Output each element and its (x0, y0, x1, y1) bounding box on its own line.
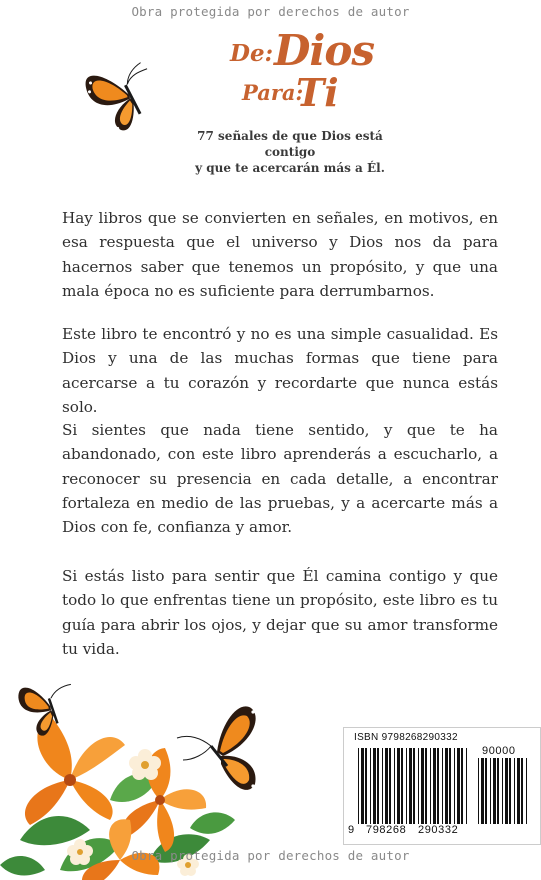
butterfly-bottom-left-icon (14, 666, 90, 742)
isbn-barcode (343, 727, 541, 845)
barcode-digit-first: 9 (348, 824, 355, 836)
title-dios: Dios (274, 26, 375, 75)
barcode-digits-left: 798268 (366, 824, 407, 836)
title-de: De: (230, 40, 274, 67)
barcode-bars-addon (478, 758, 530, 824)
book-title (200, 22, 400, 122)
paragraph-2: Este libro te encontró y no es una simple casualidad. Es Dios y una de las muchas formas que tiene para acercarse a tu corazón y recordarte que nunca estás solo. (62, 325, 498, 416)
book-subtitle (170, 128, 410, 176)
watermark-bottom: Obra protegida por derechos de autor (131, 848, 410, 863)
butterfly-bottom-right-icon (165, 694, 270, 804)
barcode-digits-right: 290332 (418, 824, 459, 836)
title-para: Para: (242, 80, 304, 105)
barcode-bars-main (358, 748, 470, 824)
paragraph-1: Hay libros que se convierten en señales, en motivos, en esa respuesta que el universo y Dios nos da para hacernos saber que tenemos un propósito, y que una mala época no es suficiente para derrumbarnos. (62, 209, 498, 300)
paragraph-4: Si estás listo para sentir que Él camina contigo y que todo lo que enfrentas tiene un propósito, este libro es tu guía para abrir los ojos, y dejar que su amor transforme tu vida. (62, 567, 498, 658)
price-code: 90000 (482, 745, 516, 757)
butterfly-top-icon (82, 44, 178, 140)
title-ti: Ti (296, 70, 339, 115)
subtitle-line-1: 77 señales de que Dios está contigo (197, 129, 383, 159)
watermark-top: Obra protegida por derechos de autor (131, 4, 410, 19)
isbn-label: ISBN 9798268290332 (354, 732, 458, 743)
subtitle-line-2: y que te acercarán más a Él. (195, 161, 385, 175)
paragraph-3: Si sientes que nada tiene sentido, y que te ha abandonado, con este libro aprenderás a escucharlo, a reconocer su presencia en cada detalle, a encontrar fortaleza en medio de las pruebas, y a acercarte más a Dios con fe, confianza y amor. (62, 421, 498, 537)
